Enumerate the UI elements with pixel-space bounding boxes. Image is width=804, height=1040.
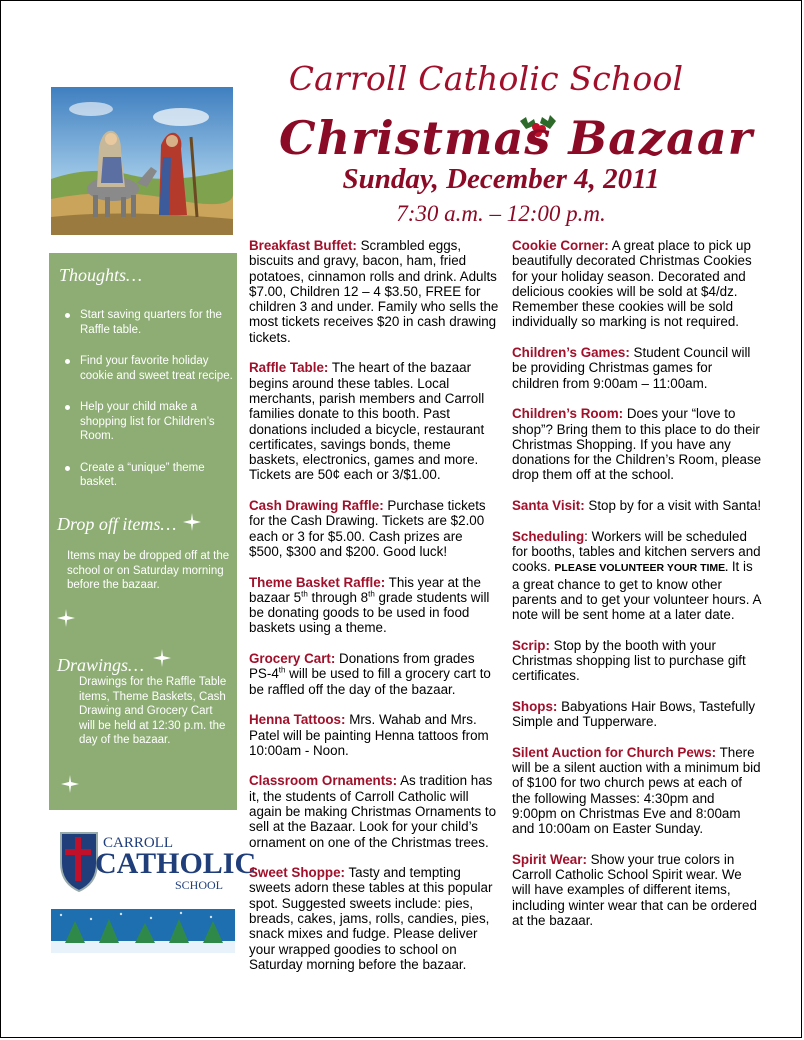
sparkle-icon xyxy=(57,609,75,627)
event-title: Christmas Bazaar xyxy=(279,111,753,165)
section-raffle-table: Raffle Table: The heart of the bazaar begins around these tables. Local merchants, parish members and Carroll families donate to this booth. Past donations included a bicycle, restaurant certificates, savings bonds, theme baskets, electronics, games and more. Tickets are 50¢ each or 3/$1.00. xyxy=(249,360,485,483)
section-henna-tattoos: Henna Tattoos: Mrs. Wahab and Mrs. Patel will be painting Henna tattoos from 10:00am - Noon. xyxy=(249,712,489,758)
tips-sidebar xyxy=(49,253,237,810)
school-logo xyxy=(57,829,257,893)
section-theme-basket: Theme Basket Raffle: This year at the bazaar 5th through 8th grade students will be donating goods to be used in food baskets using a theme. xyxy=(249,574,490,636)
sparkle-icon xyxy=(183,513,201,531)
sparkle-icon xyxy=(61,775,79,793)
section-cookie-corner: Cookie Corner: A great place to pick up beautifully decorated Christmas Cookies for your holiday season. Decorated and delicious cookies will be sold at $4/dz. Remember these cookies will be sold individually so marking is not required. xyxy=(512,238,752,330)
section-scheduling: Scheduling: Workers will be scheduled for booths, tables and kitchen servers and cooks. PLEASE VOLUNTEER YOUR TIME. It is a great chance to get to know other parents and to get your volunteer hours. A note will be sent home at a later date. xyxy=(512,528,761,623)
list-item: Create a “unique” theme basket. xyxy=(63,461,233,490)
section-childrens-games: Children’s Games: Student Council will be providing Christmas games for children from 9:00am – 11:00am. xyxy=(512,345,751,391)
section-breakfast-buffet: Breakfast Buffet: Scrambled eggs, biscuits and gravy, bacon, ham, fried potatoes, cinnamon rolls and drink. Adults $7.00, Children 12 – 4 $3.50, FREE for children 3 and under. Family who sells the most tickets receives $20 in cash drawing tickets. xyxy=(249,238,499,345)
dropoff-heading: Drop off items… xyxy=(57,514,177,534)
events-column-right xyxy=(512,238,762,944)
logo-line3: SCHOOL xyxy=(175,878,224,892)
winter-trees-banner xyxy=(51,909,235,953)
event-time: 7:30 a.m. – 12:00 p.m. xyxy=(396,201,606,226)
event-date: Sunday, December 4, 2011 xyxy=(342,163,660,195)
school-title: Carroll Catholic School xyxy=(288,59,684,98)
drawings-text: Drawings for the Raffle Table items, Theme Baskets, Cash Drawing and Grocery Cart will be held at 12:30 p.m. the day of the bazaar. xyxy=(79,676,227,746)
thoughts-heading: Thoughts… xyxy=(59,265,143,285)
section-sweet-shoppe: Sweet Shoppe: Tasty and tempting sweets adorn these tables at this popular spot. Suggested sweets include: pies, breads, cakes, jams, rolls, candies, pies, snack mixes and fudge. Please deliver your wrapped goodies to school on Saturday morning before the bazaar. xyxy=(249,865,493,972)
section-classroom-ornaments: Classroom Ornaments: As tradition has it, the students of Carroll Catholic will again be making Christmas Ornaments to sell at the Bazaar. Look for your child’s ornament on one of the Christmas trees. xyxy=(249,773,497,850)
list-item: Find your favorite holiday cookie and sweet treat recipe. xyxy=(63,354,233,383)
events-column-left xyxy=(249,238,499,988)
section-spirit-wear: Spirit Wear: Show your true colors in Carroll Catholic School Spirit wear. We will have examples of different items, including winter wear that can be ordered at the bazaar. xyxy=(512,851,757,929)
section-scrip: Scrip: Stop by the booth with your Christmas shopping list to purchase gift certificates. xyxy=(512,637,746,684)
thoughts-list xyxy=(63,308,233,507)
nativity-illustration xyxy=(51,87,233,235)
drawings-heading: Drawings… xyxy=(57,655,145,675)
section-santa-visit: Santa Visit: Stop by for a visit with Santa! xyxy=(512,498,762,514)
section-cash-drawing: Cash Drawing Raffle: Purchase tickets for the Cash Drawing. Tickets are $2.00 each or 3 for $5.00. Cash prizes are $500, $300 and $200. Good luck! xyxy=(249,498,486,559)
section-silent-auction: Silent Auction for Church Pews: There will be a silent auction with a minimum bid of $100 for two church pews at each of the following Masses: 4:30pm and 9:00pm on Christmas Eve and 8:00am and 10:00am on Easter Sunday. xyxy=(512,744,761,837)
list-item: Help your child make a shopping list for Children’s Room. xyxy=(63,400,233,444)
logo-line1: CARROLL xyxy=(103,835,174,851)
section-grocery-cart: Grocery Cart: Donations from grades PS-4th will be used to fill a grocery cart to be raffled off the day of the bazaar. xyxy=(249,651,491,697)
dropoff-text: Items may be dropped off at the school or on Saturday morning before the bazaar. xyxy=(67,550,230,591)
section-shops: Shops: Babyations Hair Bows, Tastefully Simple and Tupperware. xyxy=(512,698,756,730)
section-childrens-room: Children’s Room: Does your “love to shop”? Bring them to this place to do their Christmas Shopping. If you have any donations for the Children’s Room, please drop them off at the school. xyxy=(512,406,762,483)
sparkle-icon xyxy=(153,649,171,667)
list-item: Start saving quarters for the Raffle table. xyxy=(63,308,233,337)
logo-line2: CATHOLIC xyxy=(95,847,257,880)
